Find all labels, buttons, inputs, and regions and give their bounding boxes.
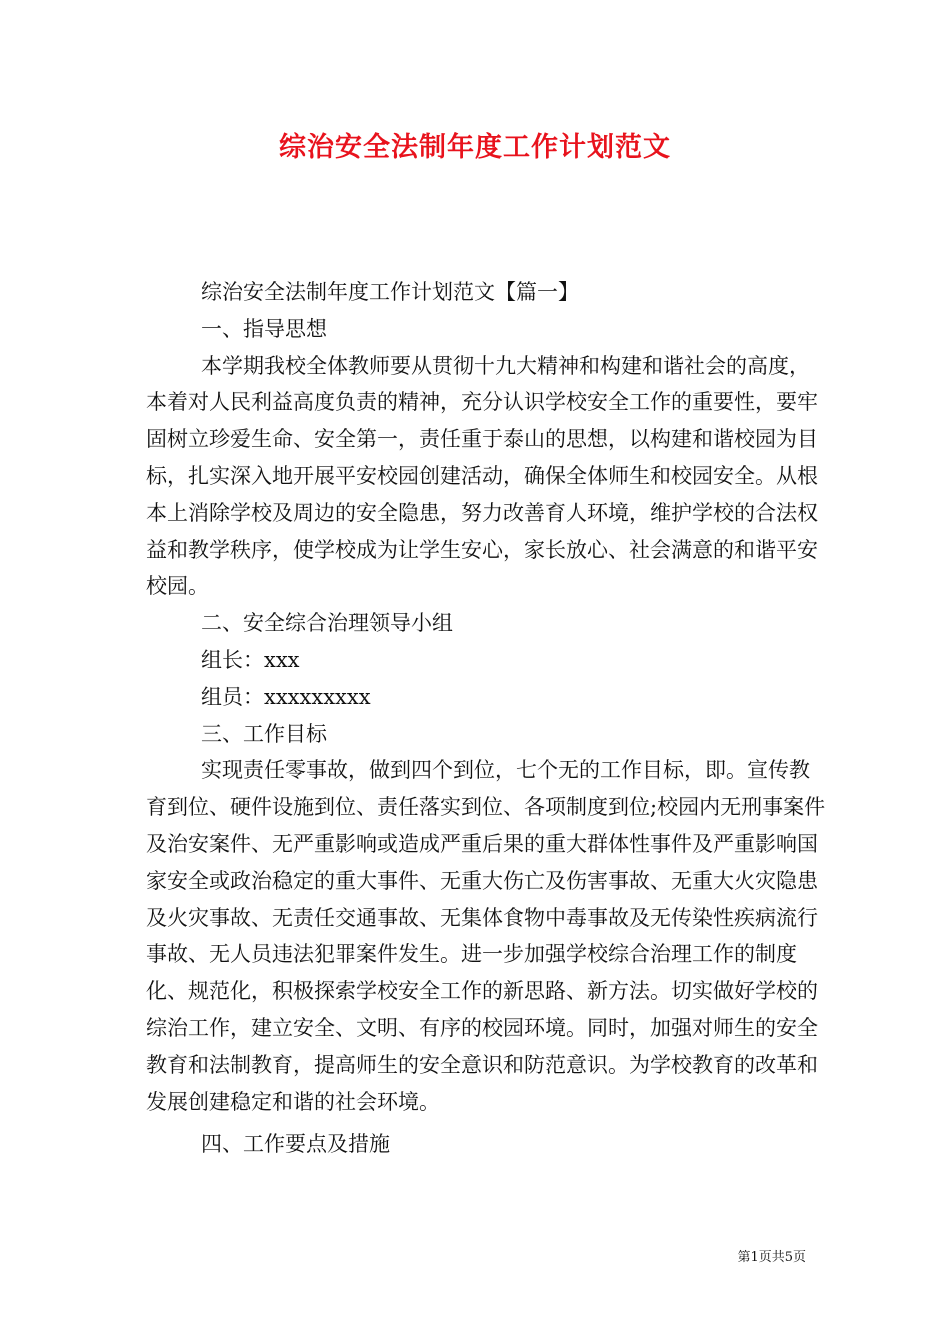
paragraph: 组长：xxx <box>201 647 300 672</box>
document-body <box>146 274 826 1163</box>
paragraph: 本学期我校全体教师要从贯彻十九大精神和构建和谐社会的高度，本着对人民利益高度负责的精神，充分认识学校安全工作的重要性，要牢固树立珍爱生命、安全第一，责任重于泰山的思想，以构建和谐校园为目标，扎实深入地开展平安校园创建活动，确保全体师生和校园安全。从根本上消除学校及周边的安全隐患，努力改善育人环境，维护学校的合法权益和教学秩序，使学校成为让学生安心，家长放心、社会满意的和谐平安校园。 <box>146 353 818 599</box>
paragraph: 组员：xxxxxxxxx <box>201 684 371 709</box>
section-heading: 一、指导思想 <box>201 316 327 341</box>
section-heading: 综治安全法制年度工作计划范文【篇一】 <box>201 280 579 304</box>
section-heading: 二、安全综合治理领导小组 <box>201 611 453 636</box>
paragraph: 实现责任零事故，做到四个到位，七个无的工作目标，即。宣传教育到位、硬件设施到位、责任落实到位、各项制度到位;校园内无刑事案件及治安案件、无严重影响或造成严重后果的重大群体性事件及严重影响国家安全或政治稳定的重大事件、无重大伤亡及伤害事故、无重大火灾隐患及火灾事故、无责任交通事故、无集体食物中毒事故及无传染性疾病流行事故、无人员违法犯罪案件发生。进一步加强学校综合治理工作的制度化、规范化，积极探索学校安全工作的新思路、新方法。切实做好学校的综治工作，建立安全、文明、有序的校园环境。同时，加强对师生的安全教育和法制教育，提高师生的安全意识和防范意识。为学校教育的改革和发展创建稳定和谐的社会环境。 <box>146 758 826 1114</box>
section-heading: 三、工作目标 <box>201 721 327 746</box>
page-number: 第1页共5页 <box>737 1250 806 1265</box>
document-title: 综治安全法制年度工作计划范文 <box>279 132 671 163</box>
section-heading: 四、工作要点及措施 <box>201 1132 390 1157</box>
